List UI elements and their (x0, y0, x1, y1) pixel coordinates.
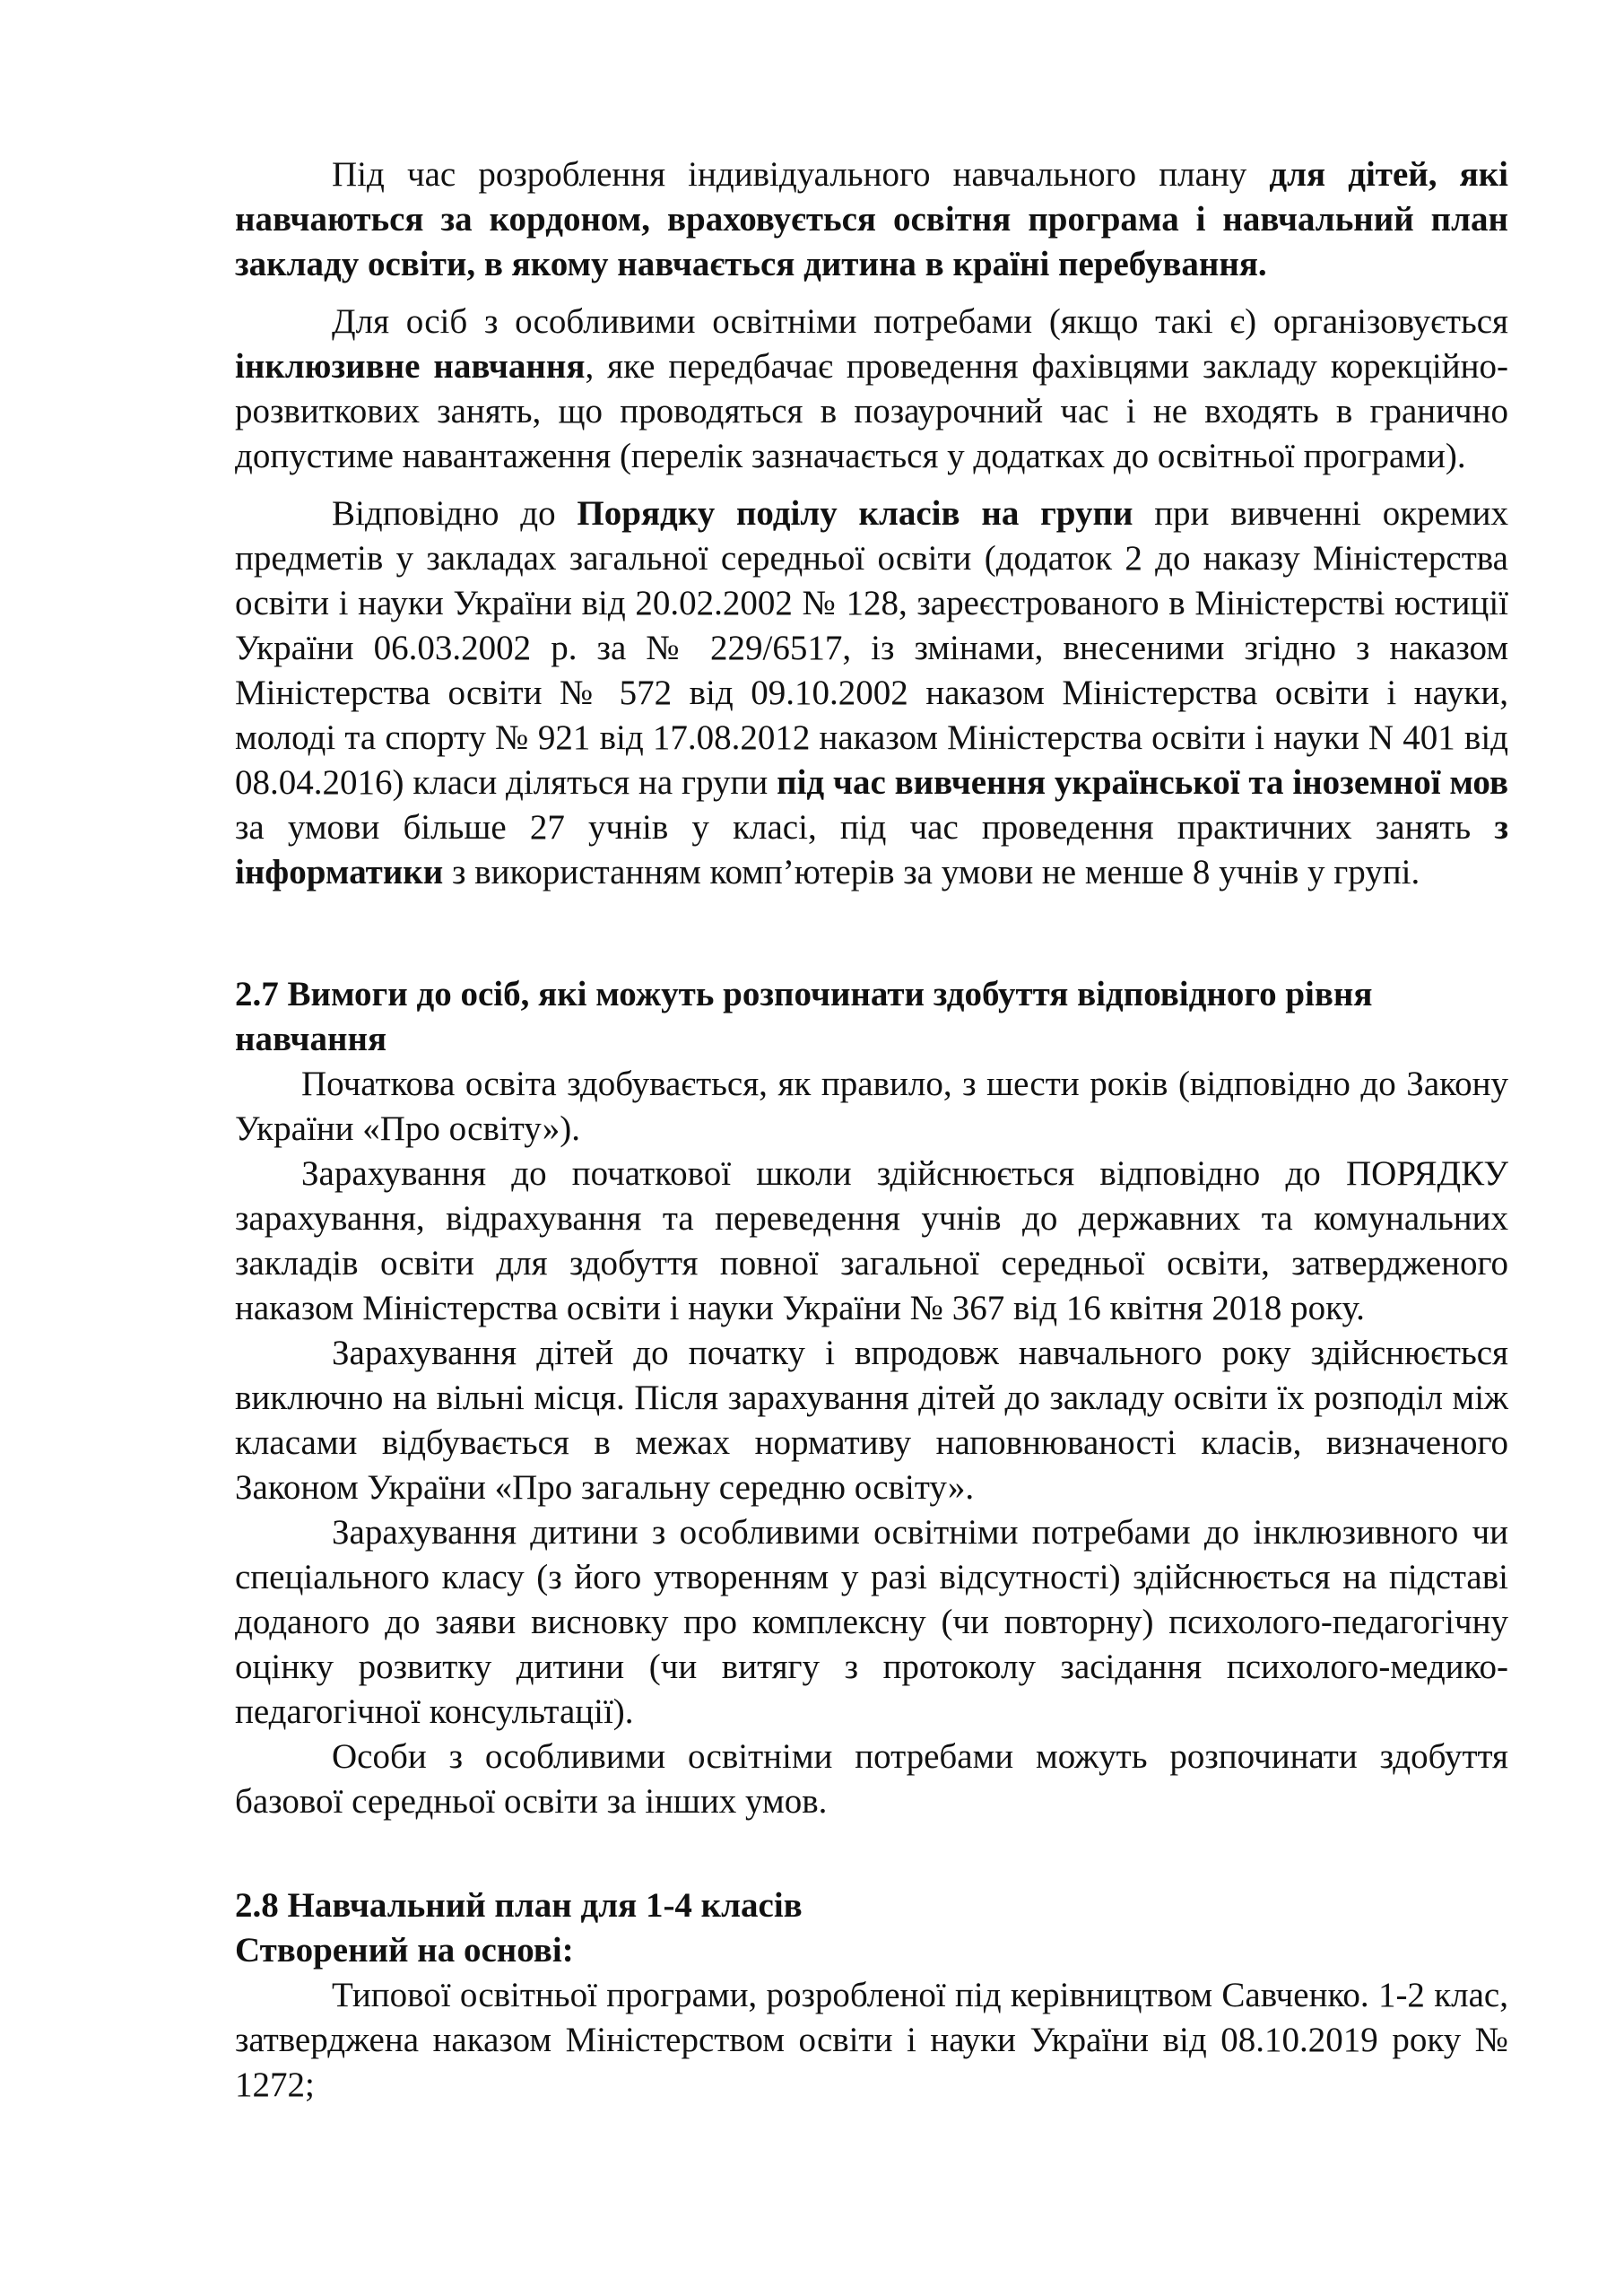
paragraph-text: за умови більше 27 учнів у класі, під час проведення практичних занять (235, 808, 1495, 847)
paragraph-inclusive-enrollment: Зарахування дитини з особливими освітніми потребами до інклюзивного чи спеціального класу (з його утворенням у разі відсутності) здійснюється на підставі доданого до заяви висновку про комплексну (чи повторну) психолого-педагогічну оцінку розвитку дитини (чи витягу з протоколу засідання психолого-медико-педагогічної консультації). (235, 1513, 1508, 1731)
paragraph-bold-text: для дітей, які навчаються за кордоном, враховується освітня програма і навчальний план закладу освіти, в якому навчається дитина в країні перебування. (235, 155, 1509, 283)
paragraph-bold-text: інклюзивне навчання (235, 347, 586, 386)
paragraph-text: Під час розроблення індивідуального навчального плану (332, 155, 1270, 194)
paragraph-primary-age: Початкова освіта здобувається, як правило, з шести років (відповідно до Закону України «Про освіту»). (235, 1065, 1508, 1148)
paragraph-group-division (235, 491, 1508, 895)
paragraph-text: , яке передбачає проведення фахівцями закладу корекційно-розвиткових занять, що проводяться в позаурочний час і не входять в гранично допустиме навантаження (перелік зазначається у додатках до освітньої програми). (235, 347, 1509, 475)
paragraph-text: Відповідно до (332, 494, 578, 533)
paragraph-inclusive-education (235, 300, 1508, 479)
paragraph-enrollment-order: Зарахування до початкової школи здійснюється відповідно до ПОРЯДКУ зарахування, відрахування та переведення учнів до державних та комунальних закладів освіти для здобуття повної загальної середньої освіти, затвердженого наказом Міністерства освіти і науки України № 367 від 16 квітня 2018 року. (235, 1154, 1508, 1327)
paragraph-special-needs: Особи з особливими освітніми потребами можуть розпочинати здобуття базової середньої освіти за інших умов. (235, 1737, 1508, 1821)
section-heading-2-7: 2.7 Вимоги до осіб, які можуть розпочинати здобуття відповідного рівня навчання (235, 975, 1373, 1058)
section-heading-2-8: 2.8 Навчальний план для 1-4 класів (235, 1886, 803, 1925)
paragraph-typical-program: Типової освітньої програми, розробленої під керівництвом Савченко. 1-2 клас, затверджена наказом Міністерством освіти і науки України від 08.10.2019 року № 1272; (235, 1976, 1508, 2104)
paragraph-enrollment-vacancies: Зарахування дітей до початку і впродовж навчального року здійснюється виключно на вільні місця. Після зарахування дітей до закладу освіти їх розподіл між класами відбувається в межах нормативу наповнюваності класів, визначеного Законом України «Про загальну середню освіту». (235, 1334, 1508, 1507)
section-subheading: Створений на основі: (235, 1931, 574, 1970)
document-page (235, 152, 1508, 2108)
paragraph-text: з використанням комп’ютерів за умови не менше 8 учнів у групі. (443, 853, 1420, 891)
paragraph-foreign-study (235, 152, 1508, 287)
paragraph-bold-text: Порядку поділу класів на групи (577, 494, 1133, 533)
section-gap (235, 1824, 1508, 1883)
section-gap (235, 908, 1508, 972)
paragraph-bold-text: під час вивчення української та іноземної мов (777, 763, 1509, 802)
paragraph-text: Для осіб з особливими освітніми потребами (якщо такі є) організовується (332, 302, 1508, 341)
paragraph-bold-text: з інформатики (235, 808, 1508, 891)
paragraph-text: при вивченні окремих предметів у закладах загальної середньої освіти (додаток 2 до наказу Міністерства освіти і науки України від 20.02.2002 № 128, зареєстрованого в Міністерстві юстиції України 06.03.2002 р. за № 229/6517, із змінами, внесеними згідно з наказом Міністерства освіти № 572 від 09.10.2002 наказом Міністерства освіти і науки, молоді та спорту № 921 від 17.08.2012 наказом Міністерства освіти і науки N 401 від 08.04.2016) класи діляться на групи (235, 494, 1508, 802)
